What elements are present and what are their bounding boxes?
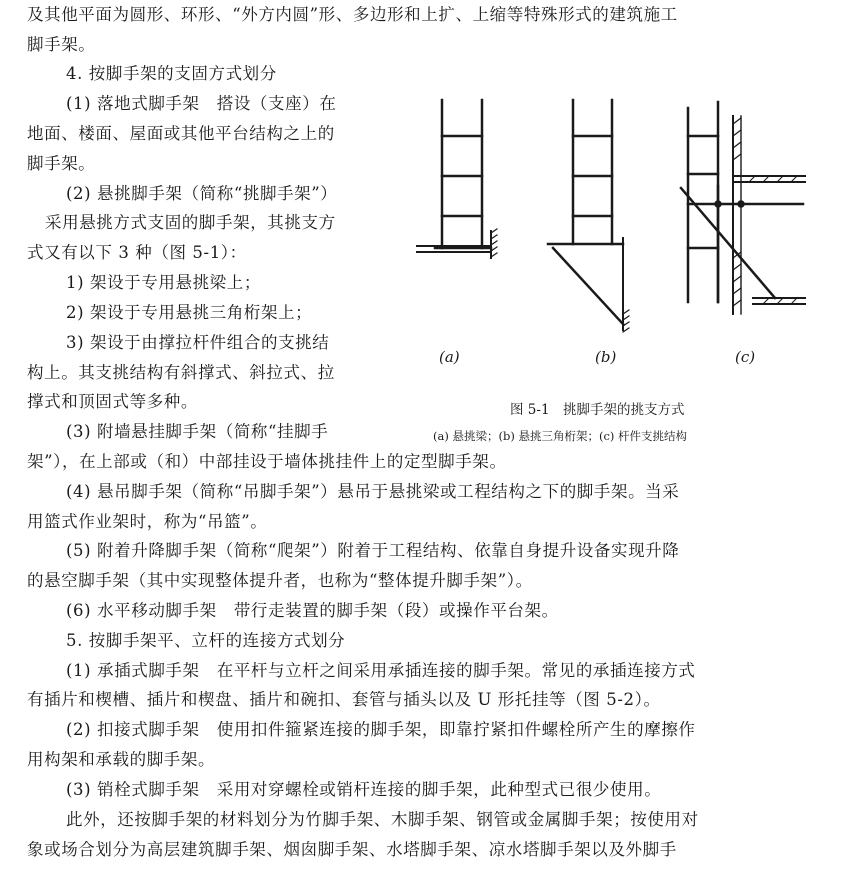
text-line: (6) 水平移动脚手架 带行走装置的脚手架（段）或操作平台架。 (66, 601, 559, 620)
text-line: (2) 悬挑脚手架（简称“挑脚手架”） (66, 184, 338, 203)
text-line: 1) 架设于专用悬挑梁上； (66, 273, 261, 292)
section-heading: 5. 按脚手架平、立杆的连接方式划分 (66, 631, 346, 650)
text-line: (2) 扣接式脚手架 使用扣件箍紧连接的脚手架，即靠拧紧扣件螺栓所产生的摩擦作 (66, 720, 696, 739)
diagram-c (681, 102, 805, 314)
text-line: 用构架和承载的脚手架。 (27, 750, 216, 769)
text-line: 的悬空脚手架（其中实现整体提升者，也称为“整体提升脚手架”）。 (27, 571, 533, 590)
text-line: (1) 落地式脚手架 搭设（支座）在 (66, 94, 337, 113)
text-line: 用篮式作业架时，称为“吊篮”。 (27, 512, 268, 531)
text-line: (4) 悬吊脚手架（简称“吊脚手架”）悬吊于悬挑梁或工程结构之下的脚手架。当采 (66, 482, 680, 501)
figure-label-b: (b) (595, 348, 617, 366)
text-line: 架”），在上部或（和）中部挂设于墙体挑挂件上的定型脚手架。 (27, 452, 507, 471)
text-line: 撑式和顶固式等多种。 (27, 392, 198, 411)
section-heading: 4. 按脚手架的支固方式划分 (66, 64, 277, 83)
figure-subcaption: (a) 悬挑梁；(b) 悬挑三角桁架；(c) 杆件支挑结构 (433, 429, 688, 443)
figure-5-1 (413, 98, 833, 443)
text-line: (5) 附着升降脚手架（简称“爬架”）附着于工程结构、依靠自身提升设备实现升降 (66, 541, 680, 560)
scaffold-diagram (413, 98, 833, 438)
text-line: 及其他平面为圆形、环形、“外方内圆”形、多边形和上扩、上缩等特殊形式的建筑施工 (27, 5, 678, 24)
text-line: (1) 承插式脚手架 在平杆与立杆之间采用承插连接的脚手架。常见的承插连接方式 (66, 661, 696, 680)
text-line: 此外，还按脚手架的材料划分为竹脚手架、木脚手架、钢管或金属脚手架；按使用对 (66, 810, 699, 829)
text-line: 3) 架设于由撑拉杆件组合的支挑结 (66, 333, 330, 352)
text-line: (3) 附墙悬挂脚手架（简称“挂脚手 (66, 422, 329, 441)
text-line: 构上。其支挑结构有斜撑式、斜拉式、拉 (27, 363, 335, 382)
text-line: 式又有以下 3 种（图 5-1）： (27, 243, 247, 262)
diagram-b (548, 100, 629, 332)
text-line: (3) 销栓式脚手架 采用对穿螺栓或销杆连接的脚手架，此种型式已很少使用。 (66, 780, 662, 799)
text-line: 脚手架。 (27, 35, 96, 54)
figure-label-c: (c) (735, 348, 756, 366)
text-line: 脚手架。 (27, 154, 96, 173)
text-line: 有插片和楔槽、插片和楔盘、插片和碗扣、套管与插头以及 U 形托挂等（图 5-2）。 (27, 690, 661, 709)
figure-caption: 图 5-1 挑脚手架的挑支方式 (510, 402, 685, 418)
text-line: 2) 架设于专用悬挑三角桁架上； (66, 303, 313, 322)
diagram-a (417, 100, 497, 258)
figure-label-a: (a) (439, 348, 460, 366)
text-line: 采用悬挑方式支固的脚手架，其挑支方 (45, 213, 336, 232)
text-line: 地面、楼面、屋面或其他平台结构之上的 (27, 124, 335, 143)
text-line: 象或场合划分为高层建筑脚手架、烟囱脚手架、水塔脚手架、凉水塔脚手架以及外脚手 (27, 840, 677, 859)
